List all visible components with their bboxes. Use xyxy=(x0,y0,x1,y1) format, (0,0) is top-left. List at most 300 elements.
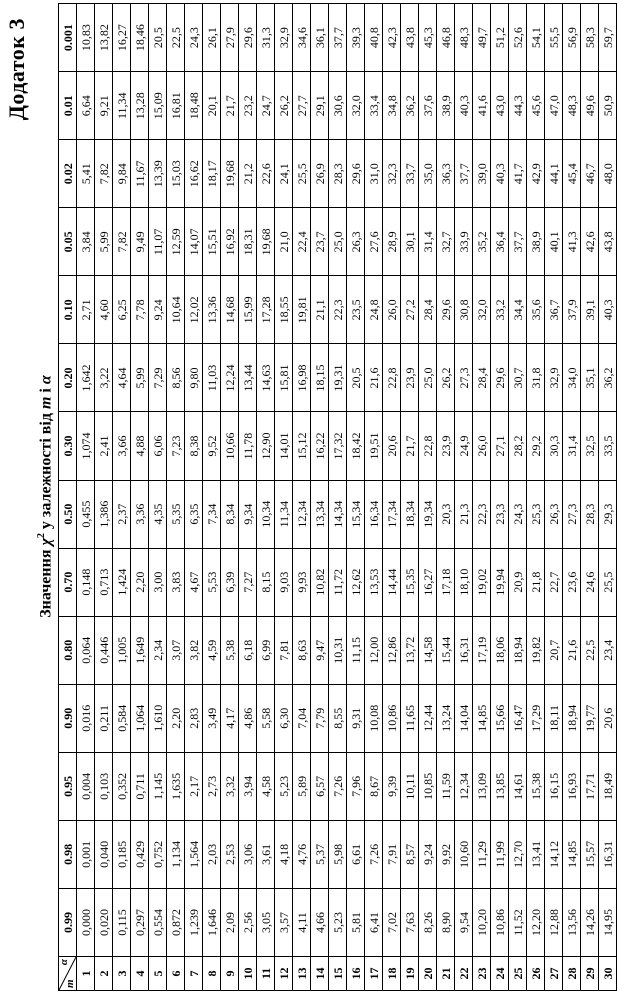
table-row xyxy=(473,4,491,991)
value-cell: 11,67 xyxy=(131,140,149,208)
value-cell: 9,24 xyxy=(419,820,437,888)
value-cell: 27,6 xyxy=(365,208,383,276)
value-cell: 15,38 xyxy=(527,752,545,820)
value-cell: 22,4 xyxy=(293,208,311,276)
value-cell: 18,46 xyxy=(131,4,149,72)
value-cell: 9,54 xyxy=(455,888,473,956)
value-cell: 31,3 xyxy=(257,4,275,72)
value-cell: 22,3 xyxy=(473,480,491,548)
value-cell: 20,6 xyxy=(599,684,617,752)
value-cell: 21,6 xyxy=(563,616,581,684)
value-cell: 18,06 xyxy=(491,616,509,684)
value-cell: 30,7 xyxy=(509,344,527,412)
value-cell: 16,93 xyxy=(563,752,581,820)
value-cell: 15,44 xyxy=(437,616,455,684)
value-cell: 23,9 xyxy=(437,412,455,480)
value-cell: 12,86 xyxy=(383,616,401,684)
value-cell: 34,0 xyxy=(563,344,581,412)
value-cell: 13,36 xyxy=(203,276,221,344)
value-cell: 12,59 xyxy=(167,208,185,276)
value-cell: 25,0 xyxy=(419,344,437,412)
value-cell: 0,752 xyxy=(149,820,167,888)
value-cell: 54,1 xyxy=(527,4,545,72)
value-cell: 24,6 xyxy=(581,548,599,616)
value-cell: 9,21 xyxy=(95,72,113,140)
row-m-cell: 21 xyxy=(437,957,455,991)
value-cell: 2,53 xyxy=(221,820,239,888)
value-cell: 23,7 xyxy=(311,208,329,276)
title-prefix: Значення xyxy=(37,545,55,618)
value-cell: 4,66 xyxy=(311,888,329,956)
alpha-header-cell: 0.001 xyxy=(59,4,77,72)
value-cell: 22,5 xyxy=(167,4,185,72)
value-cell: 37,7 xyxy=(329,4,347,72)
row-m-cell: 28 xyxy=(563,957,581,991)
value-cell: 5,35 xyxy=(167,480,185,548)
alpha-header-cell: 0.10 xyxy=(59,276,77,344)
value-cell: 29,6 xyxy=(437,276,455,344)
value-cell: 5,81 xyxy=(347,888,365,956)
value-cell: 5,98 xyxy=(329,820,347,888)
row-m-cell: 12 xyxy=(275,957,293,991)
value-cell: 48,3 xyxy=(455,4,473,72)
value-cell: 33,7 xyxy=(401,140,419,208)
value-cell: 16,98 xyxy=(293,344,311,412)
value-cell: 16,27 xyxy=(113,4,131,72)
row-m-cell: 22 xyxy=(455,957,473,991)
row-m-cell: 7 xyxy=(185,957,203,991)
row-m-cell: 13 xyxy=(293,957,311,991)
value-cell: 39,3 xyxy=(347,4,365,72)
value-cell: 22,6 xyxy=(257,140,275,208)
value-cell: 44,1 xyxy=(545,140,563,208)
value-cell: 26,1 xyxy=(203,4,221,72)
value-cell: 28,9 xyxy=(383,208,401,276)
value-cell: 6,30 xyxy=(275,684,293,752)
value-cell: 12,34 xyxy=(293,480,311,548)
value-cell: 26,2 xyxy=(437,344,455,412)
value-cell: 42,3 xyxy=(383,4,401,72)
value-cell: 28,2 xyxy=(509,412,527,480)
value-cell: 17,29 xyxy=(527,684,545,752)
value-cell: 25,5 xyxy=(599,548,617,616)
row-m-cell: 20 xyxy=(419,957,437,991)
value-cell: 3,32 xyxy=(221,752,239,820)
value-cell: 59,7 xyxy=(599,4,617,72)
table-row xyxy=(239,4,257,991)
value-cell: 40,3 xyxy=(599,276,617,344)
value-cell: 14,85 xyxy=(563,820,581,888)
value-cell: 40,8 xyxy=(365,4,383,72)
value-cell: 10,82 xyxy=(311,548,329,616)
row-m-cell: 15 xyxy=(329,957,347,991)
value-cell: 44,3 xyxy=(509,72,527,140)
value-cell: 17,28 xyxy=(257,276,275,344)
value-cell: 13,44 xyxy=(239,344,257,412)
value-cell: 18,42 xyxy=(347,412,365,480)
value-cell: 8,55 xyxy=(329,684,347,752)
value-cell: 19,82 xyxy=(527,616,545,684)
value-cell: 26,3 xyxy=(545,480,563,548)
value-cell: 1,134 xyxy=(167,820,185,888)
row-m-cell: 27 xyxy=(545,957,563,991)
alpha-header-cell: 0.70 xyxy=(59,548,77,616)
value-cell: 20,1 xyxy=(203,72,221,140)
value-cell: 10,31 xyxy=(329,616,347,684)
value-cell: 1,386 xyxy=(95,480,113,548)
value-cell: 19,81 xyxy=(293,276,311,344)
value-cell: 6,57 xyxy=(311,752,329,820)
value-cell: 19,51 xyxy=(365,412,383,480)
table-row xyxy=(149,4,167,991)
row-m-cell: 24 xyxy=(491,957,509,991)
value-cell: 24,1 xyxy=(275,140,293,208)
value-cell: 1,424 xyxy=(113,548,131,616)
value-cell: 25,3 xyxy=(527,480,545,548)
table-row xyxy=(419,4,437,991)
table-row xyxy=(545,4,563,991)
value-cell: 33,2 xyxy=(491,276,509,344)
value-cell: 39,0 xyxy=(473,140,491,208)
value-cell: 0,148 xyxy=(77,548,95,616)
value-cell: 18,11 xyxy=(545,684,563,752)
value-cell: 15,99 xyxy=(239,276,257,344)
value-cell: 5,23 xyxy=(275,752,293,820)
value-cell: 16,34 xyxy=(365,480,383,548)
value-cell: 6,41 xyxy=(365,888,383,956)
value-cell: 20,5 xyxy=(347,344,365,412)
value-cell: 30,6 xyxy=(329,72,347,140)
value-cell: 16,31 xyxy=(599,820,617,888)
value-cell: 11,03 xyxy=(203,344,221,412)
row-m-cell: 29 xyxy=(581,957,599,991)
value-cell: 2,03 xyxy=(203,820,221,888)
value-cell: 40,3 xyxy=(491,140,509,208)
value-cell: 15,51 xyxy=(203,208,221,276)
value-cell: 13,28 xyxy=(131,72,149,140)
value-cell: 8,26 xyxy=(419,888,437,956)
value-cell: 7,91 xyxy=(383,820,401,888)
value-cell: 8,34 xyxy=(221,480,239,548)
value-cell: 33,9 xyxy=(455,208,473,276)
row-m-cell: 23 xyxy=(473,957,491,991)
value-cell: 3,83 xyxy=(167,548,185,616)
value-cell: 2,56 xyxy=(239,888,257,956)
table-row xyxy=(527,4,545,991)
value-cell: 7,23 xyxy=(167,412,185,480)
value-cell: 25,0 xyxy=(329,208,347,276)
value-cell: 23,5 xyxy=(347,276,365,344)
value-cell: 34,8 xyxy=(383,72,401,140)
title-chi: χ xyxy=(37,538,55,546)
value-cell: 21,3 xyxy=(455,480,473,548)
table-row xyxy=(509,4,527,991)
table-row xyxy=(491,4,509,991)
value-cell: 45,3 xyxy=(419,4,437,72)
table-title xyxy=(36,0,55,993)
table-row xyxy=(383,4,401,991)
alpha-header-cell: 0.50 xyxy=(59,480,77,548)
value-cell: 29,6 xyxy=(347,140,365,208)
alpha-header-cell: 0.05 xyxy=(59,208,77,276)
value-cell: 8,15 xyxy=(257,548,275,616)
value-cell: 36,2 xyxy=(599,344,617,412)
value-cell: 14,58 xyxy=(419,616,437,684)
value-cell: 20,6 xyxy=(383,412,401,480)
table-row xyxy=(95,4,113,991)
value-cell: 0,004 xyxy=(77,752,95,820)
table-row xyxy=(113,4,131,991)
value-cell: 14,44 xyxy=(383,548,401,616)
value-cell: 4,58 xyxy=(257,752,275,820)
value-cell: 10,85 xyxy=(419,752,437,820)
value-cell: 0,446 xyxy=(95,616,113,684)
value-cell: 2,20 xyxy=(167,684,185,752)
value-cell: 10,64 xyxy=(167,276,185,344)
value-cell: 14,61 xyxy=(509,752,527,820)
value-cell: 0,584 xyxy=(113,684,131,752)
value-cell: 9,39 xyxy=(383,752,401,820)
value-cell: 7,96 xyxy=(347,752,365,820)
value-cell: 28,3 xyxy=(329,140,347,208)
corner-cell xyxy=(59,957,77,991)
table-row xyxy=(401,4,419,991)
value-cell: 19,02 xyxy=(473,548,491,616)
table-row xyxy=(167,4,185,991)
table-body xyxy=(77,4,617,991)
value-cell: 0,711 xyxy=(131,752,149,820)
value-cell: 15,09 xyxy=(149,72,167,140)
value-cell: 13,34 xyxy=(311,480,329,548)
value-cell: 1,145 xyxy=(149,752,167,820)
value-cell: 31,8 xyxy=(527,344,545,412)
value-cell: 7,27 xyxy=(239,548,257,616)
value-cell: 9,47 xyxy=(311,616,329,684)
table-row xyxy=(131,4,149,991)
value-cell: 0,020 xyxy=(95,888,113,956)
value-cell: 7,78 xyxy=(131,276,149,344)
value-cell: 49,7 xyxy=(473,4,491,72)
value-cell: 2,41 xyxy=(95,412,113,480)
alpha-header-cell: 0.98 xyxy=(59,820,77,888)
value-cell: 17,19 xyxy=(473,616,491,684)
value-cell: 31,0 xyxy=(365,140,383,208)
value-cell: 2,73 xyxy=(203,752,221,820)
value-cell: 36,2 xyxy=(401,72,419,140)
value-cell: 0,455 xyxy=(77,480,95,548)
value-cell: 13,39 xyxy=(149,140,167,208)
value-cell: 16,15 xyxy=(545,752,563,820)
value-cell: 19,68 xyxy=(257,208,275,276)
value-cell: 8,67 xyxy=(365,752,383,820)
value-cell: 11,29 xyxy=(473,820,491,888)
value-cell: 37,7 xyxy=(455,140,473,208)
value-cell: 4,86 xyxy=(239,684,257,752)
value-cell: 20,9 xyxy=(509,548,527,616)
value-cell: 29,2 xyxy=(527,412,545,480)
value-cell: 7,26 xyxy=(329,752,347,820)
row-m-cell: 17 xyxy=(365,957,383,991)
value-cell: 0,554 xyxy=(149,888,167,956)
value-cell: 31,4 xyxy=(419,208,437,276)
table-row xyxy=(221,4,239,991)
value-cell: 7,34 xyxy=(203,480,221,548)
value-cell: 5,99 xyxy=(95,208,113,276)
value-cell: 18,17 xyxy=(203,140,221,208)
value-cell: 12,00 xyxy=(365,616,383,684)
value-cell: 11,59 xyxy=(437,752,455,820)
value-cell: 21,7 xyxy=(221,72,239,140)
value-cell: 35,1 xyxy=(581,344,599,412)
value-cell: 39,1 xyxy=(581,276,599,344)
value-cell: 32,7 xyxy=(437,208,455,276)
value-cell: 26,0 xyxy=(473,412,491,480)
row-m-cell: 4 xyxy=(131,957,149,991)
value-cell: 11,65 xyxy=(401,684,419,752)
table-row xyxy=(293,4,311,991)
value-cell: 32,9 xyxy=(545,344,563,412)
value-cell: 7,04 xyxy=(293,684,311,752)
value-cell: 8,63 xyxy=(293,616,311,684)
value-cell: 4,11 xyxy=(293,888,311,956)
table-row xyxy=(185,4,203,991)
value-cell: 2,09 xyxy=(221,888,239,956)
value-cell: 14,01 xyxy=(275,412,293,480)
value-cell: 4,67 xyxy=(185,548,203,616)
value-cell: 0,429 xyxy=(131,820,149,888)
value-cell: 0,000 xyxy=(77,888,95,956)
value-cell: 13,41 xyxy=(527,820,545,888)
value-cell: 18,31 xyxy=(239,208,257,276)
value-cell: 6,39 xyxy=(221,548,239,616)
value-cell: 0,103 xyxy=(95,752,113,820)
value-cell: 40,1 xyxy=(545,208,563,276)
value-cell: 11,15 xyxy=(347,616,365,684)
value-cell: 18,34 xyxy=(401,480,419,548)
value-cell: 25,5 xyxy=(293,140,311,208)
corner-alpha-label: α xyxy=(58,959,70,966)
value-cell: 4,76 xyxy=(293,820,311,888)
value-cell: 17,34 xyxy=(383,480,401,548)
value-cell: 0,064 xyxy=(77,616,95,684)
value-cell: 0,185 xyxy=(113,820,131,888)
value-cell: 21,8 xyxy=(527,548,545,616)
value-cell: 7,82 xyxy=(113,208,131,276)
value-cell: 9,31 xyxy=(347,684,365,752)
row-m-cell: 1 xyxy=(77,957,95,991)
value-cell: 7,26 xyxy=(365,820,383,888)
row-m-cell: 25 xyxy=(509,957,527,991)
value-cell: 2,83 xyxy=(185,684,203,752)
value-cell: 24,3 xyxy=(509,480,527,548)
value-cell: 16,27 xyxy=(419,548,437,616)
value-cell: 28,3 xyxy=(581,480,599,548)
value-cell: 10,86 xyxy=(383,684,401,752)
value-cell: 17,32 xyxy=(329,412,347,480)
table-row xyxy=(275,4,293,991)
value-cell: 24,9 xyxy=(455,412,473,480)
value-cell: 11,99 xyxy=(491,820,509,888)
value-cell: 12,70 xyxy=(509,820,527,888)
value-cell: 19,34 xyxy=(419,480,437,548)
value-cell: 2,37 xyxy=(113,480,131,548)
value-cell: 36,3 xyxy=(437,140,455,208)
value-cell: 36,1 xyxy=(311,4,329,72)
value-cell: 3,82 xyxy=(185,616,203,684)
value-cell: 16,47 xyxy=(509,684,527,752)
value-cell: 21,0 xyxy=(275,208,293,276)
value-cell: 8,38 xyxy=(185,412,203,480)
value-cell: 13,24 xyxy=(437,684,455,752)
value-cell: 12,02 xyxy=(185,276,203,344)
value-cell: 2,20 xyxy=(131,548,149,616)
value-cell: 13,56 xyxy=(563,888,581,956)
value-cell: 18,94 xyxy=(563,684,581,752)
value-cell: 9,03 xyxy=(275,548,293,616)
alpha-header-cell: 0.20 xyxy=(59,344,77,412)
value-cell: 49,6 xyxy=(581,72,599,140)
value-cell: 15,81 xyxy=(275,344,293,412)
value-cell: 6,25 xyxy=(113,276,131,344)
value-cell: 5,58 xyxy=(257,684,275,752)
value-cell: 27,2 xyxy=(401,276,419,344)
value-cell: 12,88 xyxy=(545,888,563,956)
value-cell: 2,34 xyxy=(149,616,167,684)
value-cell: 12,20 xyxy=(527,888,545,956)
value-cell: 37,6 xyxy=(419,72,437,140)
value-cell: 12,34 xyxy=(455,752,473,820)
value-cell: 3,36 xyxy=(131,480,149,548)
value-cell: 46,7 xyxy=(581,140,599,208)
value-cell: 13,82 xyxy=(95,4,113,72)
value-cell: 29,1 xyxy=(311,72,329,140)
value-cell: 18,49 xyxy=(599,752,617,820)
value-cell: 4,35 xyxy=(149,480,167,548)
value-cell: 46,8 xyxy=(437,4,455,72)
value-cell: 13,72 xyxy=(401,616,419,684)
value-cell: 34,4 xyxy=(509,276,527,344)
title-sup: 2 xyxy=(36,533,47,539)
value-cell: 26,3 xyxy=(347,208,365,276)
value-cell: 0,016 xyxy=(77,684,95,752)
value-cell: 3,22 xyxy=(95,344,113,412)
value-cell: 23,3 xyxy=(491,480,509,548)
value-cell: 10,60 xyxy=(455,820,473,888)
value-cell: 1,649 xyxy=(131,616,149,684)
value-cell: 16,81 xyxy=(167,72,185,140)
value-cell: 1,635 xyxy=(167,752,185,820)
value-cell: 14,34 xyxy=(329,480,347,548)
value-cell: 33,4 xyxy=(365,72,383,140)
value-cell: 30,3 xyxy=(545,412,563,480)
value-cell: 35,0 xyxy=(419,140,437,208)
value-cell: 15,12 xyxy=(293,412,311,480)
value-cell: 18,94 xyxy=(509,616,527,684)
value-cell: 36,4 xyxy=(491,208,509,276)
value-cell: 19,68 xyxy=(221,140,239,208)
value-cell: 27,3 xyxy=(455,344,473,412)
alpha-header-cell: 0.99 xyxy=(59,888,77,956)
value-cell: 0,872 xyxy=(167,888,185,956)
value-cell: 38,9 xyxy=(437,72,455,140)
table-row xyxy=(77,4,95,991)
value-cell: 26,9 xyxy=(311,140,329,208)
row-m-cell: 2 xyxy=(95,957,113,991)
value-cell: 18,10 xyxy=(455,548,473,616)
value-cell: 14,26 xyxy=(581,888,599,956)
value-cell: 12,90 xyxy=(257,412,275,480)
value-cell: 30,8 xyxy=(455,276,473,344)
